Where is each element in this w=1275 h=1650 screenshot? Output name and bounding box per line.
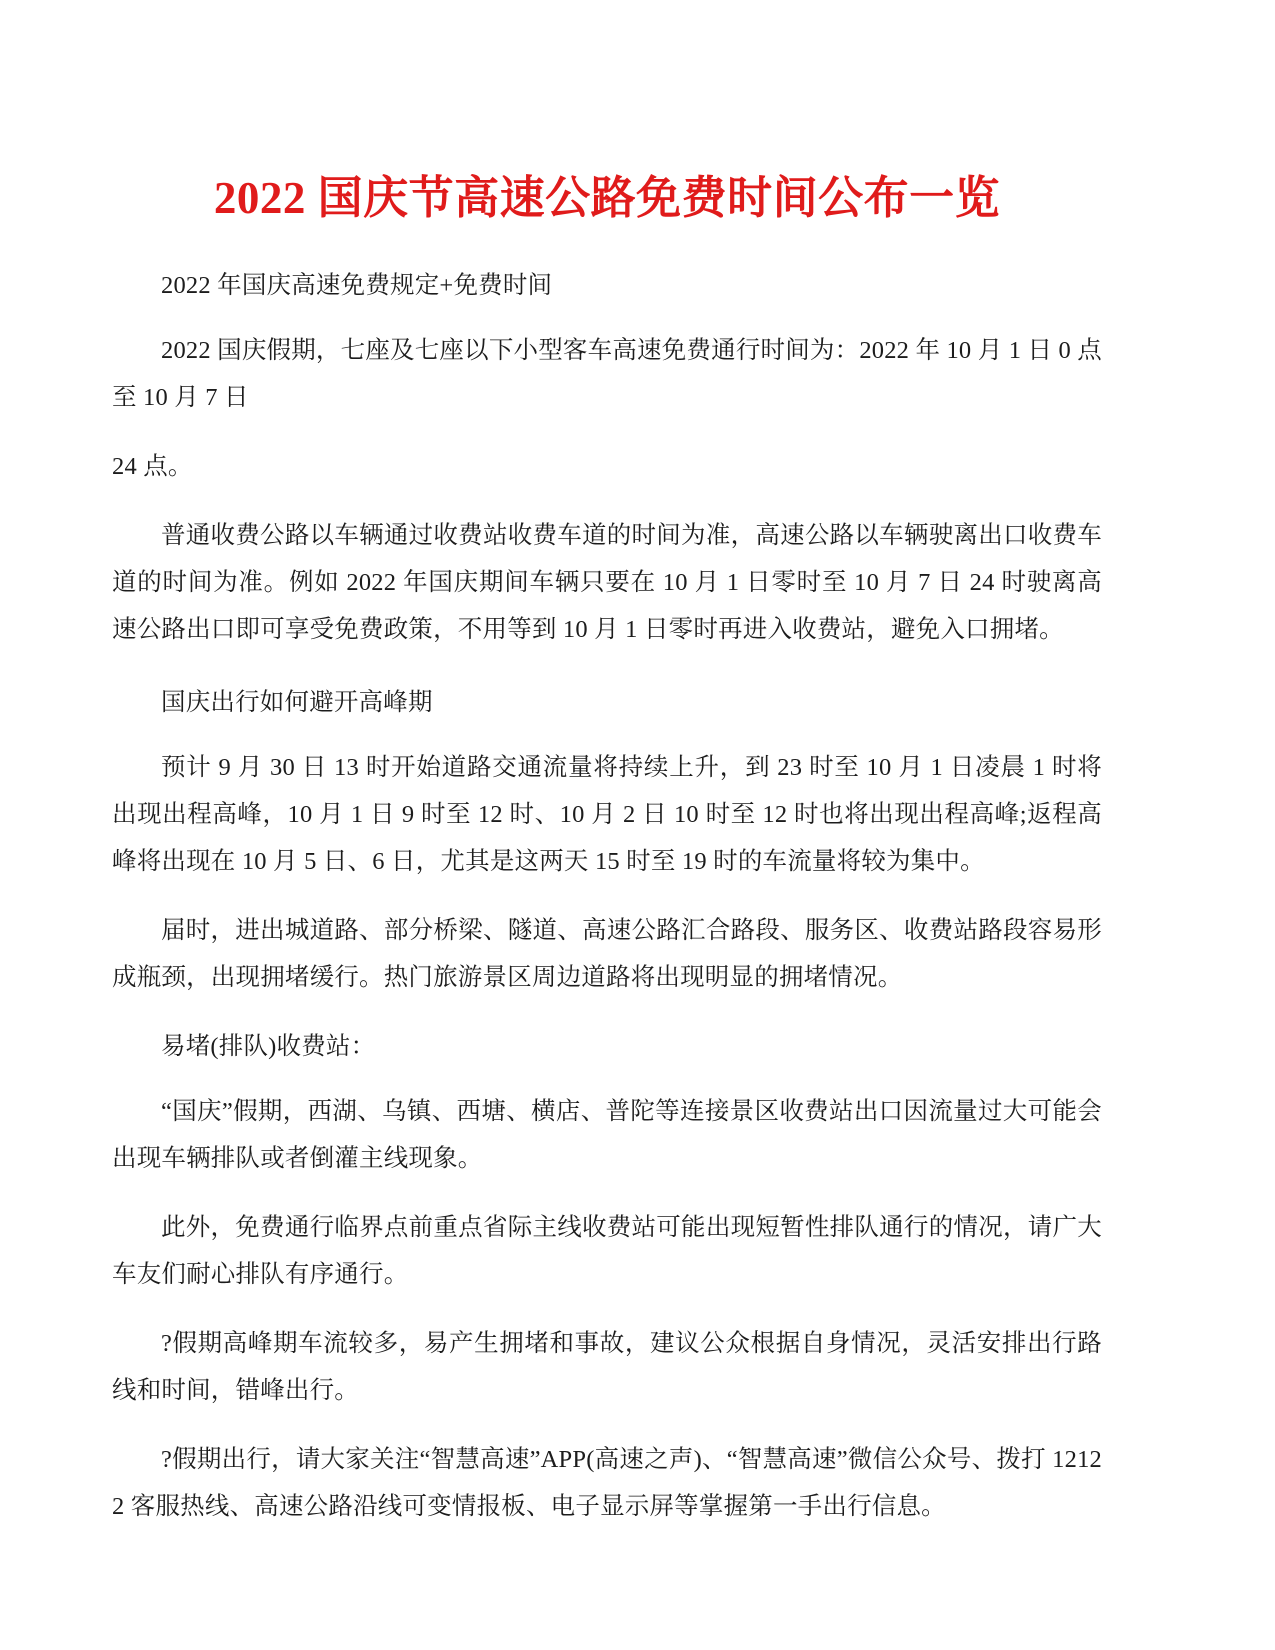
paragraph-heading-congested-tollstations: 易堵(排队)收费站： [161,1033,376,1060]
paragraph-subtitle-rules: 2022 年国庆高速免费规定+免费时间 [161,272,553,299]
paragraph-bottleneck-areas: 届时，进出城道路、部分桥梁、隧道、高速公路汇合路段、服务区、收费站路段容易形成瓶颈，出现拥堵缓行。热门旅游景区周边道路将出现明显的拥堵情况。 [112,917,1102,991]
paragraph-scenic-tollstations: “国庆”假期，西湖、乌镇、西塘、横店、普陀等连接景区收费站出口因流量过大可能会出现车辆排队或者倒灌主线现象。 [112,1098,1102,1172]
paragraph-timing-rule: 普通收费公路以车辆通过收费站收费车道的时间为准，高速公路以车辆驶离出口收费车道的时间为准。例如 2022 年国庆期间车辆只要在 10 月 1 日零时至 10 月 7 日 24 时驶离高速公路出口即可享受免费政策，不用等到 10 月 1 日零时再进入收费站，避免入口拥堵。 [112,522,1102,643]
paragraph-free-period: 2022 国庆假期，七座及七座以下小型客车高速免费通行时间为：2022 年 10 月 1 日 0 点至 10 月 7 日 [112,337,1102,411]
paragraph-advice-info-channels: ?假期出行，请大家关注“智慧高速”APP(高速之声)、“智慧高速”微信公众号、拨打 12122 客服热线、高速公路沿线可变情报板、电子显示屏等掌握第一手出行信息。 [112,1446,1102,1520]
paragraph-heading-avoid-peak: 国庆出行如何避开高峰期 [161,689,433,716]
document-body [112,262,1102,1552]
page-title: 2022 国庆节高速公路免费时间公布一览 [213,173,1001,223]
paragraph-free-period-continuation: 24 点。 [112,453,193,480]
paragraph-interprovincial-queueing: 此外，免费通行临界点前重点省际主线收费站可能出现短暂性排队通行的情况，请广大车友们耐心排队有序通行。 [112,1214,1102,1288]
paragraph-traffic-forecast: 预计 9 月 30 日 13 时开始道路交通流量将持续上升，到 23 时至 10 月 1 日凌晨 1 时将出现出程高峰，10 月 1 日 9 时至 12 时、10 月 2 日 10 时至 12 时也将出现出程高峰;返程高峰将出现在 10 月 5 日、6 日，尤其是这两天 15 时至 19 时的车流量将较为集中。 [112,754,1102,875]
paragraph-advice-offpeak: ?假期高峰期车流较多，易产生拥堵和事故，建议公众根据自身情况，灵活安排出行路线和时间，错峰出行。 [112,1330,1102,1404]
